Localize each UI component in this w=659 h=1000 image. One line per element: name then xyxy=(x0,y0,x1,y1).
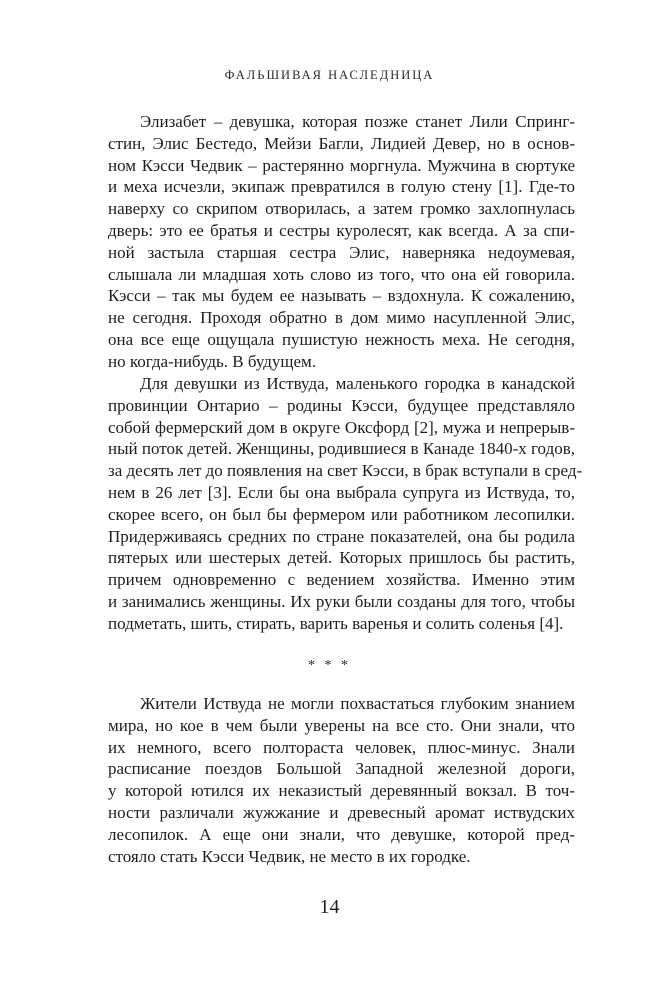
text-line: и занимались женщины. Их руки были созданы для того, чтобы xyxy=(108,591,575,611)
text-line: не сегодня. Проходя обратно в дом мимо насупленной Элис, xyxy=(108,308,575,328)
text-line: Элизабет – девушка, которая позже станет Лили Спринг- xyxy=(140,112,575,131)
text-line: наверху со скрипом отворилась, а затем громко захлопнулась xyxy=(108,199,575,219)
text-line: она все еще ощущала пушистую нежность меха. Не сегодня, xyxy=(108,329,575,349)
text-line: ный поток детей. Женщины, родившиеся в Канаде 1840-х годов, xyxy=(108,439,575,459)
running-header: ФАЛЬШИВАЯ НАСЛЕДНИЦА xyxy=(224,68,435,82)
text-line: стин, Элис Бестедо, Мейзи Багли, Лидией Девер, но в основ- xyxy=(108,133,575,153)
text-line: и меха исчезли, экипаж превратился в голую стену [1]. Где-то xyxy=(108,177,575,197)
section-break: * * * xyxy=(308,658,351,673)
text-line: дверь: это ее братья и сестры куролесят, как всегда. А за спи- xyxy=(108,220,575,240)
text-line: нем в 26 лет [3]. Если бы она выбрала супруга из Иствуда, то, xyxy=(108,482,575,502)
text-line: расписание поездов Большой Западной железной дороги, xyxy=(108,759,575,779)
text-line: ной застыла старшая сестра Элис, наверняка недоумевая, xyxy=(108,242,575,262)
paragraph-2 xyxy=(108,373,583,635)
text-line: Жители Иствуда не могли похвастаться глубоким знанием xyxy=(140,694,575,713)
text-line: пятерых или шестерых детей. Которых пришлось бы растить, xyxy=(108,548,575,568)
text-line: провинции Онтарио – родины Кэсси, будущее представляло xyxy=(108,395,575,415)
text-line: их немного, всего полтораста человек, плюс-минус. Знали xyxy=(108,737,575,757)
text-line: подметать, шить, стирать, варить варенья и солить соленья [4]. xyxy=(108,613,564,633)
text-line: у которой ютился их неказистый деревянный вокзал. В точ- xyxy=(108,781,575,801)
text-line: собой фермерский дом в округе Оксфорд [2], мужа и непрерыв- xyxy=(108,417,575,437)
text-line: Придерживаясь средних по стране показателей, она бы родила xyxy=(108,526,575,546)
text-line: мира, но кое в чем были уверены на все сто. Они знали, что xyxy=(108,715,575,735)
text-line: ном Кэсси Чедвик – растерянно моргнула. Мужчина в сюртуке xyxy=(108,155,575,175)
text-line: лесопилок. А еще они знали, что девушке, которой пред- xyxy=(108,824,575,844)
paragraph-3 xyxy=(108,693,575,867)
text-line: скорее всего, он был бы фермером или работником лесопилки. xyxy=(108,504,575,524)
text-line: Для девушки из Иствуда, маленького городка в канадской xyxy=(140,374,575,393)
text-line: причем одновременно с ведением хозяйства. Именно этим xyxy=(108,570,575,590)
paragraph-1 xyxy=(108,111,575,373)
text-line: за десять лет до появления на свет Кэсси, в брак вступали в сред- xyxy=(108,461,583,481)
text-line: стояло стать Кэсси Чедвик, не место в их городке. xyxy=(108,846,471,866)
text-line: но когда-нибудь. В будущем. xyxy=(108,351,317,371)
text-line: слышала ли младшая хоть слово из того, что она ей говорила. xyxy=(108,264,575,284)
page-number: 14 xyxy=(319,896,340,918)
text-line: Кэсси – так мы будем ее называть – вздохнула. К сожалению, xyxy=(108,286,575,306)
text-line: ности различали жужжание и древесный аромат иствудских xyxy=(108,802,575,822)
